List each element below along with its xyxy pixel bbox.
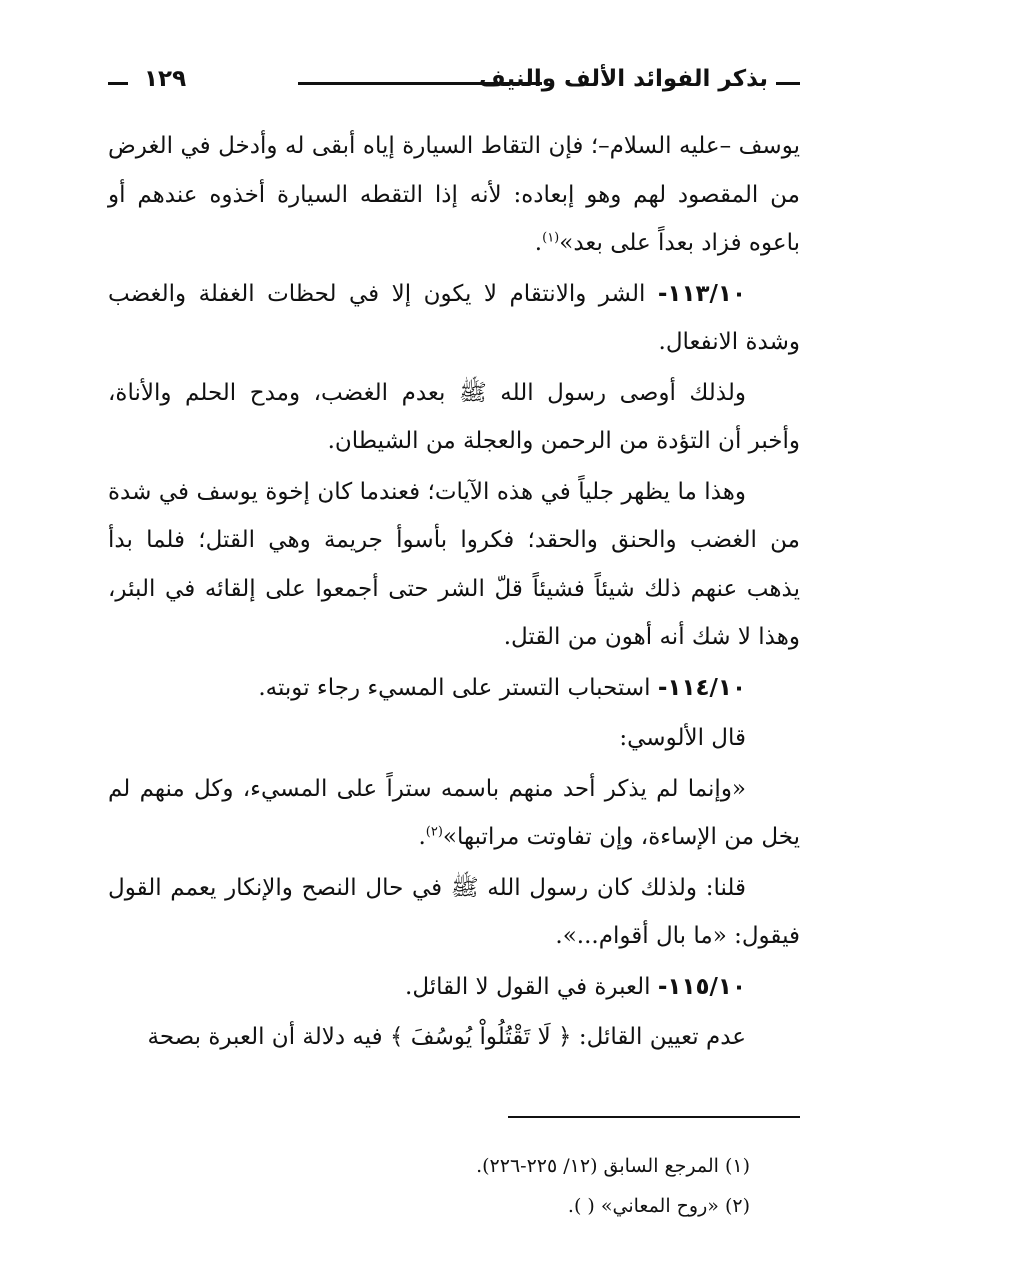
footnote-2: (٢) «روح المعاني» ( ).: [567, 1195, 750, 1217]
footnote-ref-2: (٢): [425, 824, 443, 840]
paragraph-1: يوسف –عليه السلام–؛ فإن التقاط السيارة إياه أبقى له وأدخل في الغرض من المقصود لهم وهو إبعاده: لأنه إذا التقطه السيارة أخذوه عندهم أو باعوه فزاد بعداً على بعد»$^{(١)}$.: [108, 133, 800, 256]
header-title: بذكر الفوائد الألف والنيف: [479, 66, 768, 92]
paragraph-5: ١١٤/١٠- استحباب التستر على المسيء رجاء توبته.: [258, 674, 746, 701]
paragraph-3: ولذلك أوصى رسول الله ﷺ بعدم الغضب، ومدح الحلم والأناة، وأخبر أن التؤدة من الرحمن والعجلة من الشيطان.: [108, 379, 800, 454]
footnote-separator: [508, 1116, 800, 1118]
header-dash-left: [108, 82, 128, 85]
benefit-number: ١١٣/١٠-: [657, 280, 746, 307]
running-header: [108, 64, 800, 104]
paragraph-7: «وإنما لم يذكر أحد منهم باسمه ستراً على المسيء، وكل منهم لم يخل من الإساءة، وإن تفاوتت مراتبها»$^{(٢)}$.: [108, 775, 800, 850]
main-text: [108, 122, 800, 1064]
header-rule: [298, 82, 542, 85]
footnotes: [300, 1146, 750, 1226]
footnote-ref-1: (١): [542, 230, 560, 246]
paragraph-6: قال الألوسي:: [619, 725, 746, 751]
paragraph-2: ١١٣/١٠- الشر والانتقام لا يكون إلا في لحظات الغفلة والغضب وشدة الانفعال.: [108, 280, 800, 355]
header-dash-right: [776, 82, 800, 85]
paragraph-9: ١١٥/١٠- العبرة في القول لا القائل.: [405, 973, 746, 1000]
benefit-number: ١١٤/١٠-: [657, 674, 746, 701]
page-number: ١٢٩: [144, 66, 187, 92]
paragraph-10: عدم تعيين القائل: ﴿ لَا تَقْتُلُواْ يُوسُفَ ﴾ فيه دلالة أن العبرة بصحة: [147, 1024, 746, 1050]
benefit-number: ١١٥/١٠-: [657, 973, 746, 1000]
footnote-1: (١) المرجع السابق (١٢/ ٢٢٥-٢٢٦).: [476, 1155, 750, 1177]
paragraph-8: قلنا: ولذلك كان رسول الله ﷺ في حال النصح والإنكار يعمم القول فيقول: «ما بال أقوام...».: [108, 874, 800, 949]
paragraph-4: وهذا ما يظهر جلياً في هذه الآيات؛ فعندما كان إخوة يوسف في شدة من الغضب والحنق والحقد؛ فكروا بأسوأ جريمة وهي القتل؛ فلما بدأ يذهب عنهم ذلك شيئاً فشيئاً قلّ الشر حتى أجمعوا على إلقائه في البئر، وهذا لا شك أنه أهون من القتل.: [108, 478, 800, 650]
